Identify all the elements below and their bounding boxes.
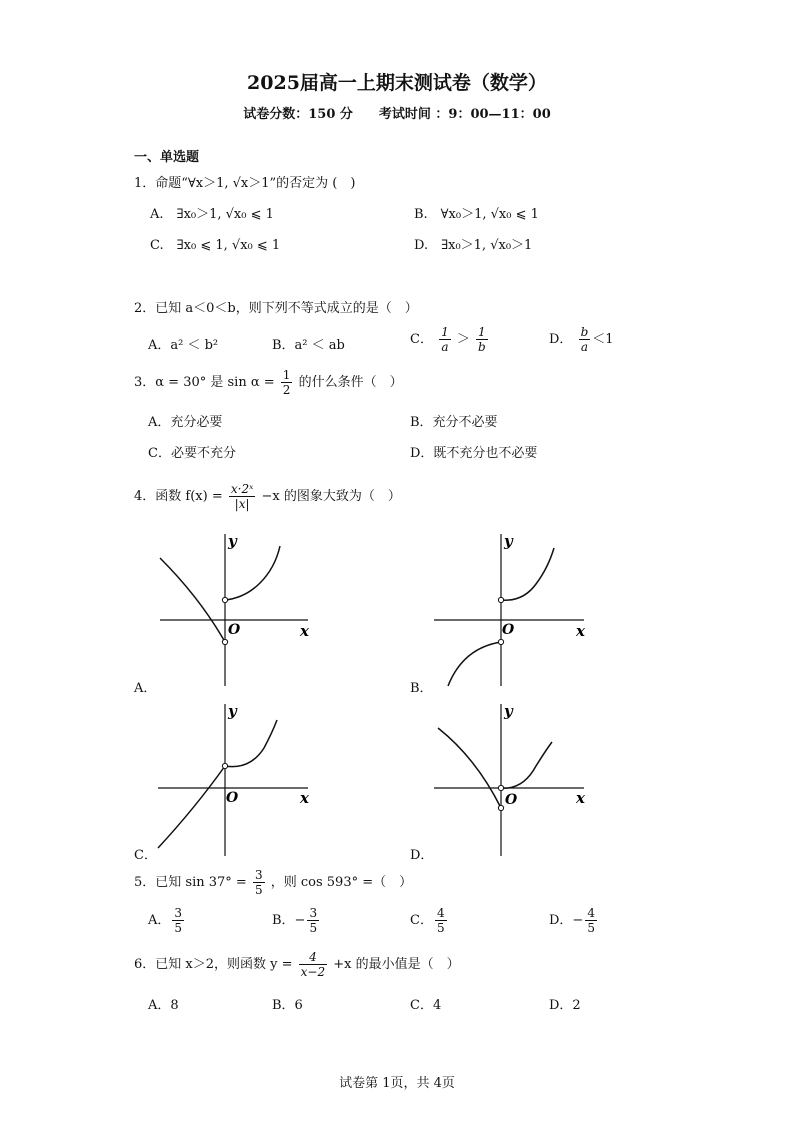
svg-text:y: y bbox=[504, 532, 513, 550]
q4-graph-c bbox=[150, 698, 310, 858]
q4-option-b: B． bbox=[410, 681, 433, 696]
q6-option-c: C．4 bbox=[410, 998, 442, 1013]
q3-option-d: D．既不充分也不必要 bbox=[410, 446, 538, 461]
page-footer: 试卷第 1页，共 4页 bbox=[339, 1076, 455, 1091]
exam-info: 试卷分数：150 分 考试时间 ：9：00—11：00 bbox=[243, 107, 551, 122]
svg-text:O: O bbox=[228, 622, 241, 638]
q4-graph-d bbox=[428, 698, 588, 858]
q1-option-c: C. ∃x₀ ⩽ 1, √x₀ ⩽ 1 bbox=[150, 238, 281, 253]
svg-text:x: x bbox=[576, 789, 585, 807]
svg-text:O: O bbox=[505, 792, 518, 808]
svg-text:x: x bbox=[576, 622, 585, 640]
q1-option-a: A. ∃x₀＞1, √x₀ ⩽ 1 bbox=[150, 207, 274, 222]
q2-option-d: D． $\frac{b}{a}$ ＜1 bbox=[549, 325, 614, 354]
exam-title: 2025届高一上期末测试卷（数学） bbox=[247, 72, 547, 94]
svg-text:O: O bbox=[502, 622, 515, 638]
q3-option-a: A．充分必要 bbox=[148, 415, 223, 430]
svg-text:y: y bbox=[228, 532, 237, 550]
q5-option-d: D．− $\frac{4}{5}$ bbox=[549, 906, 595, 935]
q6-option-b: B．6 bbox=[272, 998, 303, 1013]
question-5-stem: 5．已知 sin 37° = $\frac{3}{5}$ ，则 cos 593° =（ ） bbox=[134, 868, 413, 897]
q5-fraction: $\frac{3}{5}$ bbox=[254, 868, 263, 897]
q5-option-a: A． $\frac{3}{5}$ bbox=[148, 906, 183, 935]
svg-text:y: y bbox=[504, 702, 513, 720]
q2-option-b: B．a² ＜ ab bbox=[272, 338, 345, 353]
q2-c-fraction-right: $\frac{1}{b}$ bbox=[478, 325, 486, 354]
q3-option-b: B．充分不必要 bbox=[410, 415, 498, 430]
q2-option-d-label: D． bbox=[549, 332, 573, 347]
q4-option-c: C． bbox=[134, 848, 157, 863]
q4-graph-b bbox=[428, 528, 588, 688]
section-heading: 一、单选题 bbox=[134, 150, 200, 165]
svg-text:x: x bbox=[300, 789, 309, 807]
question-3-stem: 3．α = 30° 是 sin α = $\frac{1}{2}$ 的什么条件（ ） bbox=[134, 368, 403, 397]
q2-d-fraction: $\frac{b}{a}$ bbox=[580, 325, 589, 354]
q1-option-d: D. ∃x₀＞1, √x₀＞1 bbox=[414, 238, 533, 253]
q4-graph-a bbox=[150, 528, 310, 688]
q2-option-c: C． $\frac{1}{a}$ ＞ $\frac{1}{b}$ bbox=[410, 325, 486, 354]
q6-option-a: A．8 bbox=[148, 998, 179, 1013]
q2-option-a: A．a² ＜ b² bbox=[148, 338, 219, 353]
q5-option-c: C． $\frac{4}{5}$ bbox=[410, 906, 445, 935]
question-1-stem: 1．命题“∀x＞1, √x＞1”的否定为 ( ) bbox=[134, 176, 356, 191]
q3-fraction: $\frac{1}{2}$ bbox=[282, 368, 291, 397]
q6-option-d: D．2 bbox=[549, 998, 581, 1013]
q5-option-b: B．− $\frac{3}{5}$ bbox=[272, 906, 318, 935]
question-4-stem: 4．函数 f(x) = $\frac{\text{x·2ˣ}}{|x|}$ −x 的图象大致为（ ） bbox=[134, 482, 401, 511]
q4-option-d: D． bbox=[410, 848, 434, 863]
question-2-stem: 2．已知 a＜0＜b，则下列不等式成立的是（ ） bbox=[134, 301, 418, 316]
q2-option-c-label: C． bbox=[410, 332, 433, 347]
svg-text:y: y bbox=[228, 702, 237, 720]
q4-option-a: A． bbox=[134, 681, 157, 696]
svg-text:x: x bbox=[300, 622, 309, 640]
q1-option-b: B. ∀x₀＞1, √x₀ ⩽ 1 bbox=[414, 207, 539, 222]
question-6-stem: 6．已知 x＞2，则函数 y = $\frac{4}{x-2}$ +x 的最小值是（ ） bbox=[134, 950, 460, 979]
q6-fraction: $\frac{4}{x-2}$ bbox=[300, 950, 326, 979]
q3-option-c: C．必要不充分 bbox=[148, 446, 236, 461]
q2-c-fraction-left: $\frac{1}{a}$ bbox=[441, 325, 449, 354]
svg-text:O: O bbox=[226, 790, 239, 806]
q4-fraction: $\frac{\text{x·2ˣ}}{|x|}$ bbox=[230, 482, 254, 511]
